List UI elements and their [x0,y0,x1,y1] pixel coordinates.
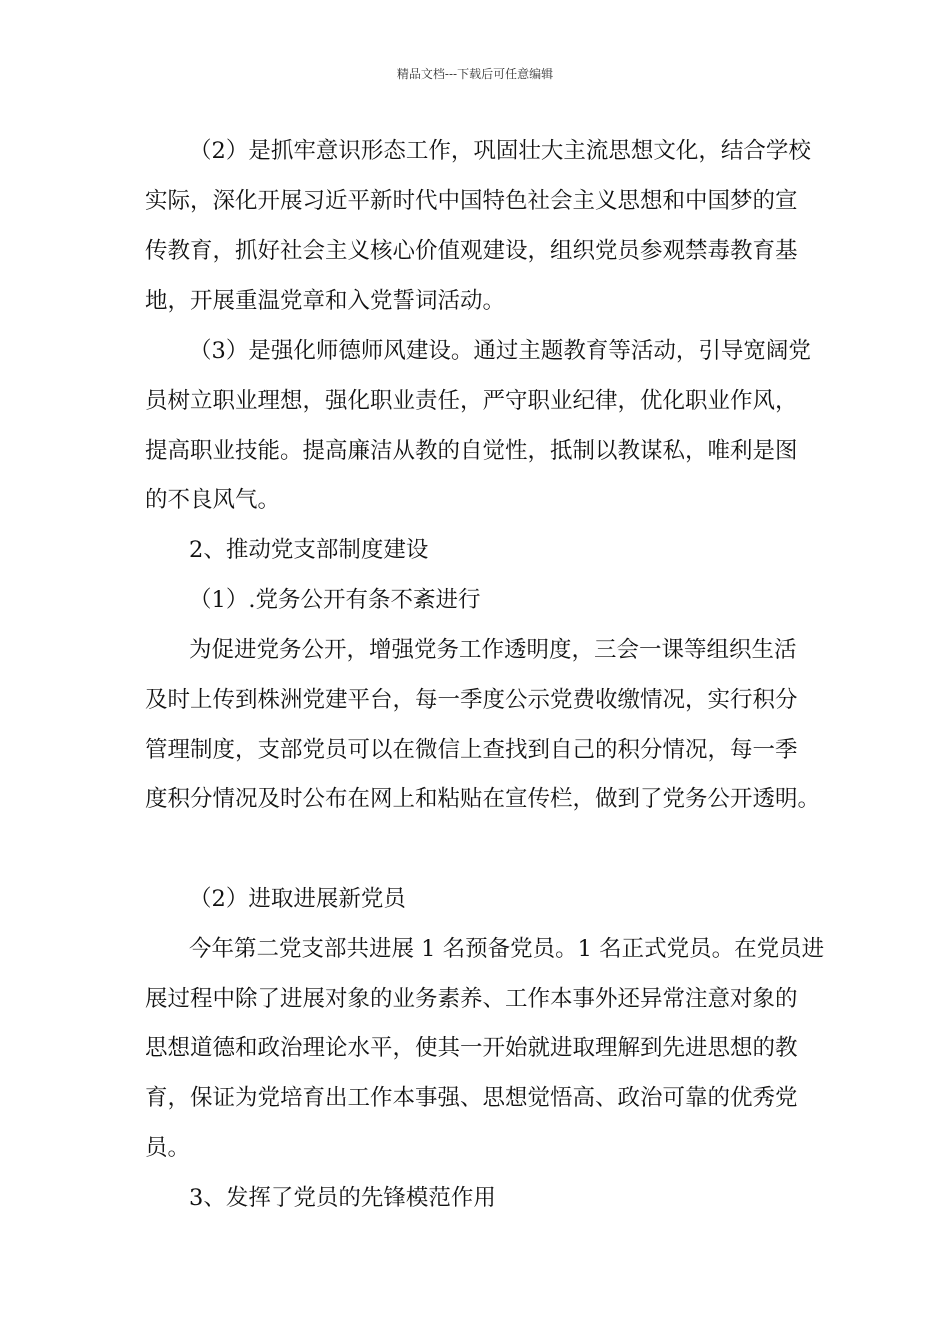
text-line: 实际，深化开展习近平新时代中国特色社会主义思想和中国梦的宣 [145,188,798,214]
text-line: 思想道德和政治理论水平，使其一开始就进取理解到先进思想的教 [145,1035,798,1061]
text-line: 提高职业技能。提高廉洁从教的自觉性，抵制以教谋私，唯利是图 [145,438,798,464]
text-line: 管理制度，支部党员可以在微信上查找到自己的积分情况，每一季 [145,737,798,763]
text-line: 育，保证为党培育出工作本事强、思想觉悟高、政治可靠的优秀党 [145,1085,798,1111]
text-line: 员树立职业理想，强化职业责任，严守职业纪律，优化职业作风， [145,388,798,414]
section-heading: 3、发挥了党员的先锋模范作用 [189,1185,496,1211]
text-line: 今年第二党支部共进展 1 名预备党员。1 名正式党员。在党员进 [189,936,825,962]
text-line: 的不良风气。 [145,487,281,513]
text-line: （3）是强化师德师风建设。通过主题教育等活动，引导宽阔党 [189,338,811,364]
text-line: 展过程中除了进展对象的业务素养、工作本事外还异常注意对象的 [145,986,798,1012]
subsection-heading: （2）进取进展新党员 [189,886,406,912]
text-line: 度积分情况及时公布在网上和粘贴在宣传栏，做到了党务公开透明。 [145,786,821,812]
text-line: 地，开展重温党章和入党誓词活动。 [145,288,506,314]
subsection-heading: （1）.党务公开有条不紊进行 [189,587,481,613]
text-line: 及时上传到株洲党建平台，每一季度公示党费收缴情况，实行积分 [145,687,798,713]
page-header: 精品文档---下载后可任意编辑 [396,67,554,81]
section-heading: 2、推动党支部制度建设 [189,537,429,563]
text-line: 员。 [145,1135,191,1161]
text-line: （2）是抓牢意识形态工作，巩固壮大主流思想文化，结合学校 [189,138,811,164]
text-line: 传教育，抓好社会主义核心价值观建设，组织党员参观禁毒教育基 [145,238,798,264]
text-line: 为促进党务公开，增强党务工作透明度，三会一课等组织生活 [189,637,797,663]
